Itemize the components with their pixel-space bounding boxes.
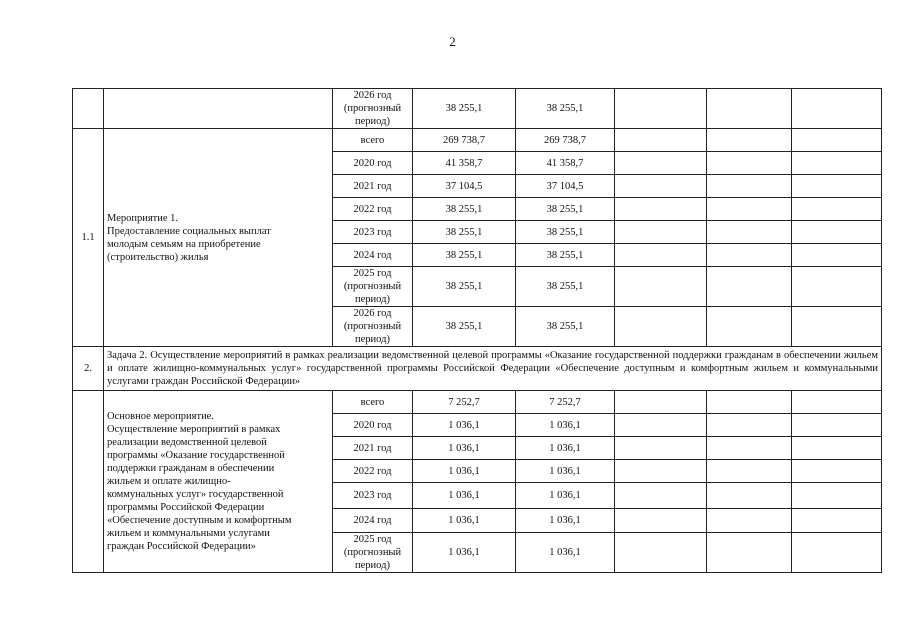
measure-name-line: молодым семьям на приобретение: [107, 238, 261, 250]
federal-value: 41 358,7: [516, 152, 615, 175]
task-row: [73, 347, 882, 391]
year-label: всего: [360, 396, 385, 408]
measure-name-line: Осуществление мероприятий в рамках: [107, 424, 281, 435]
measure-name-line: Основное мероприятие.: [107, 411, 214, 422]
row-number-cell: [73, 89, 104, 129]
empty-cell: [615, 437, 707, 460]
empty-cell: [615, 244, 707, 267]
year-cell: [333, 391, 413, 414]
empty-cell: [792, 437, 882, 460]
total-value: 1 036,1: [413, 437, 516, 460]
federal-value: 1 036,1: [516, 460, 615, 483]
measure-name-line: поддержки гражданам в обеспечении: [107, 463, 275, 474]
federal-value: 38 255,1: [516, 89, 615, 129]
empty-cell: [792, 414, 882, 437]
empty-cell: [707, 267, 792, 307]
empty-cell: [615, 198, 707, 221]
total-value: 41 358,7: [413, 152, 516, 175]
empty-cell: [792, 509, 882, 533]
empty-cell: [792, 533, 882, 573]
total-value: 38 255,1: [413, 89, 516, 129]
empty-cell: [792, 89, 882, 129]
table-row: [73, 89, 882, 129]
empty-cell: [615, 483, 707, 509]
empty-cell: [615, 89, 707, 129]
measure-name-line: (строительство) жилья: [107, 251, 209, 263]
total-value: 38 255,1: [413, 267, 516, 307]
total-value: 38 255,1: [413, 244, 516, 267]
federal-value: 1 036,1: [516, 414, 615, 437]
name-cell: [104, 89, 333, 129]
empty-cell: [615, 414, 707, 437]
empty-cell: [707, 198, 792, 221]
year-cell: [333, 437, 413, 460]
empty-cell: [792, 129, 882, 152]
year-cell: [333, 152, 413, 175]
year-cell: [333, 198, 413, 221]
empty-cell: [792, 221, 882, 244]
total-value: 1 036,1: [413, 483, 516, 509]
year-cell: [333, 509, 413, 533]
federal-value: 7 252,7: [516, 391, 615, 414]
total-value: 38 255,1: [413, 307, 516, 347]
year-cell: [333, 89, 413, 129]
year-label: 2026 год: [353, 90, 392, 101]
empty-cell: [792, 267, 882, 307]
federal-value: 1 036,1: [516, 509, 615, 533]
year-label: 2021 год: [353, 442, 392, 454]
empty-cell: [707, 175, 792, 198]
empty-cell: [707, 307, 792, 347]
total-value: 1 036,1: [413, 460, 516, 483]
federal-value: 269 738,7: [516, 129, 615, 152]
federal-value: 1 036,1: [516, 533, 615, 573]
federal-value: 38 255,1: [516, 244, 615, 267]
year-label: 2021 год: [353, 180, 392, 192]
total-value: 1 036,1: [413, 414, 516, 437]
total-value: 269 738,7: [413, 129, 516, 152]
federal-value: 37 104,5: [516, 175, 615, 198]
federal-value: 1 036,1: [516, 437, 615, 460]
empty-cell: [615, 307, 707, 347]
empty-cell: [615, 221, 707, 244]
empty-cell: [615, 460, 707, 483]
empty-cell: [792, 307, 882, 347]
measure-name-line: коммунальных услуг» государственной: [107, 489, 284, 500]
total-value: 1 036,1: [413, 533, 516, 573]
year-label: период): [355, 334, 390, 345]
row-number: 1.1: [73, 129, 104, 347]
empty-cell: [615, 152, 707, 175]
measure-name-line: реализации ведомственной целевой: [107, 437, 267, 448]
total-value: 38 255,1: [413, 198, 516, 221]
empty-cell: [707, 414, 792, 437]
empty-cell: [792, 175, 882, 198]
empty-cell: [707, 391, 792, 414]
total-value: 1 036,1: [413, 509, 516, 533]
measure-name-line: жильем и оплате жилищно-: [107, 476, 231, 487]
empty-cell: [792, 460, 882, 483]
table-row: [73, 391, 882, 414]
total-value: 7 252,7: [413, 391, 516, 414]
year-label: (прогнозный: [343, 281, 402, 292]
year-cell: [333, 483, 413, 509]
measure-name-line: программы «Оказание государственной: [107, 450, 285, 461]
empty-cell: [792, 198, 882, 221]
year-cell: [333, 221, 413, 244]
year-cell: [333, 267, 413, 307]
empty-cell: [792, 244, 882, 267]
federal-value: 38 255,1: [516, 307, 615, 347]
year-label: 2025 год: [353, 534, 392, 545]
year-label: 2024 год: [353, 249, 392, 261]
measure-name: [104, 391, 333, 573]
measure-name: [104, 129, 333, 347]
year-cell: [333, 244, 413, 267]
empty-cell: [707, 89, 792, 129]
year-label: 2023 год: [353, 490, 392, 501]
empty-cell: [615, 267, 707, 307]
empty-cell: [792, 483, 882, 509]
year-cell: [333, 533, 413, 573]
year-label: 2024 год: [353, 515, 392, 526]
year-label: период): [355, 116, 390, 127]
empty-cell: [615, 533, 707, 573]
empty-cell: [707, 244, 792, 267]
table-body: [73, 89, 882, 573]
empty-cell: [707, 509, 792, 533]
empty-cell: [707, 437, 792, 460]
measure-name-line: жильем и коммунальными услугами: [107, 528, 270, 539]
empty-cell: [707, 533, 792, 573]
empty-cell: [707, 129, 792, 152]
measure-name-line: программы Российской Федерации: [107, 502, 265, 513]
empty-cell: [707, 221, 792, 244]
year-cell: [333, 129, 413, 152]
page-number: 2: [449, 34, 456, 49]
year-label: (прогнозный: [343, 321, 402, 332]
year-label: 2023 год: [353, 226, 392, 238]
year-label: период): [355, 560, 390, 571]
empty-cell: [615, 509, 707, 533]
measure-name-line: Мероприятие 1.: [107, 212, 179, 224]
empty-cell: [792, 152, 882, 175]
year-cell: [333, 175, 413, 198]
empty-cell: [792, 391, 882, 414]
empty-cell: [707, 152, 792, 175]
year-label: всего: [360, 134, 385, 146]
row-number: 2.: [73, 347, 104, 391]
year-label: 2020 год: [353, 157, 392, 169]
year-label: (прогнозный: [343, 547, 402, 558]
empty-cell: [707, 460, 792, 483]
total-value: 38 255,1: [413, 221, 516, 244]
task-text: Задача 2. Осуществление мероприятий в рамках реализации ведомственной целевой программы «Оказание государственной поддержки гражданам в обеспечении жильем и оплате жилищно-коммунальных услуг» государственной программы Российской Федерации «Обеспечение доступным и комфортным жильем и коммунальными услугами граждан Российской Федерации»: [104, 347, 882, 391]
year-label: (прогнозный: [343, 103, 402, 114]
federal-value: 38 255,1: [516, 267, 615, 307]
federal-value: 38 255,1: [516, 221, 615, 244]
measure-name-line: граждан Российской Федерации»: [107, 541, 256, 552]
total-value: 37 104,5: [413, 175, 516, 198]
empty-cell: [707, 483, 792, 509]
budget-table: [72, 88, 882, 573]
federal-value: 38 255,1: [516, 198, 615, 221]
table-row: [73, 129, 882, 152]
federal-value: 1 036,1: [516, 483, 615, 509]
empty-cell: [615, 129, 707, 152]
measure-name-line: Предоставление социальных выплат: [107, 225, 271, 237]
year-cell: [333, 414, 413, 437]
empty-cell: [615, 175, 707, 198]
year-label: 2025 год: [353, 268, 392, 279]
year-cell: [333, 460, 413, 483]
year-cell: [333, 307, 413, 347]
year-label: 2022 год: [353, 465, 392, 477]
measure-name-line: «Обеспечение доступным и комфортным: [107, 515, 292, 526]
year-label: период): [355, 294, 390, 305]
year-label: 2020 год: [353, 419, 392, 431]
empty-cell: [615, 391, 707, 414]
year-label: 2022 год: [353, 203, 392, 215]
year-label: 2026 год: [353, 308, 392, 319]
row-number-cell: [73, 391, 104, 573]
